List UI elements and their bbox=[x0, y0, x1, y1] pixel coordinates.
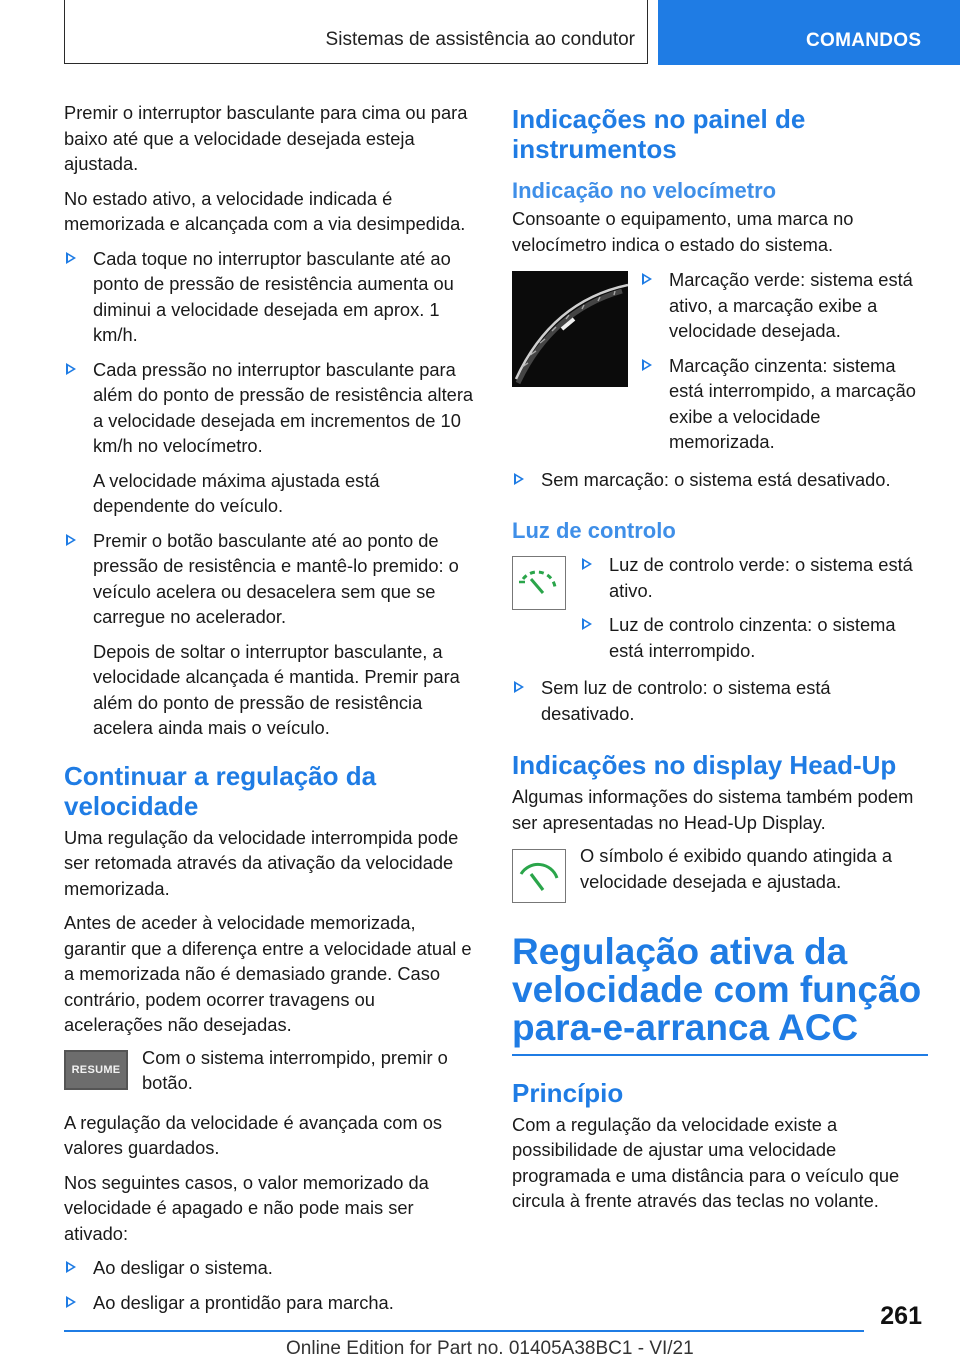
footer-edition: Online Edition for Part no. 01405A38BC1 - VI/21 bbox=[286, 1338, 694, 1359]
heading-divider bbox=[512, 1054, 928, 1056]
subsection-heading: Luz de controlo bbox=[512, 518, 676, 543]
paragraph: Nos seguintes casos, o valor memorizado da velocidade é apagado e não pode mais ser ativado: bbox=[64, 1171, 429, 1244]
header-section-title: Sistemas de assistência ao condutor bbox=[325, 29, 635, 50]
header-chapter-tab bbox=[658, 0, 960, 65]
section-heading: Princípio bbox=[512, 1077, 624, 1108]
paragraph: Antes de aceder à velocidade memorizada, garantir que a diferença entre a velocidade atual e a memorizada não é demasiado grande. Caso contrário, podem ocorrer travagens ou acelerações não desejadas. bbox=[64, 912, 472, 1035]
subsection-heading: Indicação no velocímetro bbox=[512, 178, 777, 203]
list-item bbox=[512, 467, 926, 493]
list-item bbox=[640, 353, 926, 455]
hud-figure-row bbox=[512, 845, 926, 903]
paragraph: Premir o interruptor basculante para cima ou para baixo até que a velocidade desejada esteja ajustada. bbox=[64, 102, 468, 174]
bullet-triangle-icon bbox=[642, 359, 652, 371]
bullet-triangle-icon bbox=[66, 1261, 76, 1273]
list-item-text: Sem luz de controlo: o sistema está desativado. bbox=[541, 677, 831, 724]
bullet-triangle-icon bbox=[642, 273, 652, 285]
cruise-control-indicator-icon bbox=[512, 556, 566, 610]
paragraph: A regulação da velocidade é avançada com os valores guardados. bbox=[64, 1111, 443, 1158]
header-section-box bbox=[64, 0, 648, 64]
list-item-text: Premir o botão basculante até ao ponto de pressão de resistência e mantê-lo premido: o veículo acelera ou desacelera sem que se carregue no acelerador. bbox=[93, 529, 459, 627]
list-item bbox=[64, 528, 476, 630]
list-item bbox=[640, 267, 926, 344]
list-item bbox=[64, 1290, 476, 1316]
list-item-text: Marcação verde: sistema está ativo, a marcação exibe a velocidade desejada. bbox=[669, 269, 913, 341]
section-heading: Indicações no painel de instrumentos bbox=[512, 104, 806, 164]
hud-speed-symbol-icon bbox=[512, 849, 566, 903]
figure-caption: Com o sistema interrompido, premir o botão. bbox=[142, 1046, 448, 1093]
bullet-triangle-icon bbox=[582, 558, 592, 570]
bullet-triangle-icon bbox=[66, 363, 76, 375]
chapter-heading: Regulação ativa da velocidade com função para-e-arranca ACC bbox=[512, 931, 922, 1048]
section-heading: Continuar a regulação da velocidade bbox=[64, 760, 377, 821]
bullet-triangle-icon bbox=[514, 681, 524, 693]
bullet-triangle-icon bbox=[66, 252, 76, 264]
list-item-note: A velocidade máxima ajustada está dependente do veículo. bbox=[93, 469, 380, 516]
list-item-text: Cada pressão no interruptor basculante para além do ponto de pressão de resistência altera a velocidade desejada em incrementos de 10 km/h no velocímetro. bbox=[93, 358, 474, 456]
bullet-triangle-icon bbox=[66, 534, 76, 546]
section-heading: Indicações no display Head-Up bbox=[512, 750, 897, 780]
resume-figure-row bbox=[64, 1046, 476, 1096]
paragraph: Algumas informações do sistema também podem ser apresentadas no Head-Up Display. bbox=[512, 786, 914, 833]
resume-button-icon bbox=[64, 1050, 128, 1090]
list-item-text: Cada toque no interruptor basculante até ao ponto de pressão de resistência aumenta ou diminui a velocidade desejada em aprox. 1 km/h. bbox=[93, 247, 454, 345]
figure-caption: O símbolo é exibido quando atingida a velocidade desejada e ajustada. bbox=[580, 845, 893, 892]
bullet-triangle-icon bbox=[582, 618, 592, 630]
paragraph: Uma regulação da velocidade interrompida pode ser retomada através da ativação da velocidade memorizada. bbox=[64, 826, 459, 899]
speedometer-bullets bbox=[640, 271, 926, 455]
indicator-figure-row bbox=[512, 556, 926, 663]
list-item-text: Ao desligar o sistema. bbox=[93, 1257, 273, 1278]
left-column bbox=[64, 100, 476, 1315]
list-item bbox=[512, 675, 926, 726]
bullet-triangle-icon bbox=[66, 1296, 76, 1308]
list-item-text: Ao desligar a prontidão para marcha. bbox=[93, 1291, 394, 1313]
list-item bbox=[64, 1255, 476, 1281]
list-item bbox=[64, 357, 476, 459]
bullet-triangle-icon bbox=[514, 473, 524, 485]
paragraph: No estado ativo, a velocidade indicada é memorizada e alcançada com a via desimpedida. bbox=[64, 187, 466, 234]
paragraph: Consoante o equipamento, uma marca no velocímetro indica o estado do sistema. bbox=[512, 208, 854, 255]
right-column bbox=[512, 100, 926, 1214]
indicator-bullets bbox=[580, 556, 926, 663]
list-item-text: Sem marcação: o sistema está desativado. bbox=[541, 468, 891, 490]
list-item-text: Luz de controlo cinzenta: o sistema está interrompido. bbox=[609, 614, 896, 661]
list-item-text: Marcação cinzenta: sistema está interrompido, a marcação exibe a velocidade memorizada. bbox=[669, 354, 916, 452]
list-item-note: Depois de soltar o interruptor basculante, a velocidade alcançada é mantida. Premir para além do ponto de pressão de resistência acelera ainda mais o veículo. bbox=[93, 640, 460, 738]
footer-divider bbox=[64, 1330, 864, 1332]
resume-button-label: RESUME bbox=[71, 1063, 121, 1076]
list-item bbox=[64, 246, 476, 348]
list-item bbox=[580, 552, 926, 603]
page-number: 261 bbox=[880, 1302, 922, 1330]
paragraph: Com a regulação da velocidade existe a possibilidade de ajustar uma velocidade programada e uma distância para o veículo que circula à frente através das teclas no volante. bbox=[512, 1113, 900, 1211]
list-item bbox=[580, 612, 926, 663]
speedometer-figure-row bbox=[512, 271, 926, 455]
list-item-text: Luz de controlo verde: o sistema está ativo. bbox=[609, 554, 913, 601]
speedometer-marking-icon bbox=[512, 271, 628, 387]
header-chapter-title: COMANDOS bbox=[806, 30, 922, 51]
